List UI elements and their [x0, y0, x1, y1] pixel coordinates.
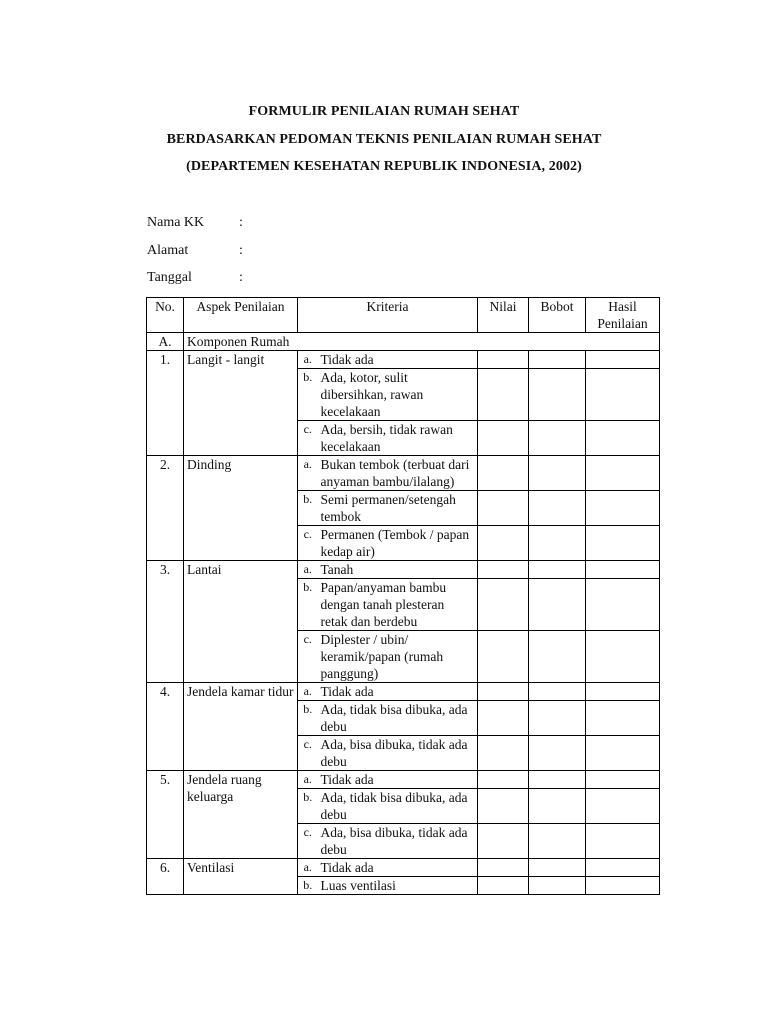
nilai-cell[interactable]	[478, 561, 529, 579]
hasil-cell[interactable]	[586, 421, 660, 456]
criteria-letter: b.	[298, 701, 318, 736]
header-kriteria: Kriteria	[298, 298, 478, 333]
criteria-text: Tidak ada	[318, 683, 478, 701]
section-row	[147, 333, 660, 351]
criteria-row	[147, 683, 660, 701]
hasil-cell[interactable]	[586, 877, 660, 895]
item-number: 5.	[147, 771, 184, 859]
criteria-row	[147, 859, 660, 877]
criteria-letter: b.	[298, 877, 318, 895]
item-number: 1.	[147, 351, 184, 456]
criteria-text: Luas ventilasi	[318, 877, 478, 895]
field-tanggal	[147, 270, 243, 286]
item-aspek: Ventilasi	[184, 859, 298, 895]
field-label: Tanggal	[147, 270, 192, 285]
nilai-cell[interactable]	[478, 579, 529, 631]
hasil-cell[interactable]	[586, 579, 660, 631]
item-aspek: Jendela kamar tidur	[184, 683, 298, 771]
nilai-cell[interactable]	[478, 771, 529, 789]
criteria-row	[147, 771, 660, 789]
hasil-cell[interactable]	[586, 351, 660, 369]
nilai-cell[interactable]	[478, 526, 529, 561]
criteria-letter: a.	[298, 771, 318, 789]
criteria-text: Tidak ada	[318, 351, 478, 369]
bobot-cell[interactable]	[529, 683, 586, 701]
bobot-cell[interactable]	[529, 701, 586, 736]
criteria-letter: b.	[298, 491, 318, 526]
form-subtitle: BERDASARKAN PEDOMAN TEKNIS PENILAIAN RUMAH SEHAT	[166, 132, 602, 147]
criteria-letter: c.	[298, 824, 318, 859]
criteria-text: Tidak ada	[318, 771, 478, 789]
field-label: Nama KK	[147, 215, 205, 230]
nilai-cell[interactable]	[478, 351, 529, 369]
item-number: 2.	[147, 456, 184, 561]
field-colon: :	[239, 243, 243, 258]
criteria-letter: b.	[298, 579, 318, 631]
criteria-text: Tanah	[318, 561, 478, 579]
criteria-text: Diplester / ubin/ keramik/papan (rumah panggung)	[318, 631, 478, 683]
section-label: Komponen Rumah	[184, 333, 660, 351]
nilai-cell[interactable]	[478, 631, 529, 683]
criteria-text: Ada, bersih, tidak rawan kecelakaan	[318, 421, 478, 456]
hasil-cell[interactable]	[586, 561, 660, 579]
criteria-letter: a.	[298, 561, 318, 579]
criteria-letter: b.	[298, 789, 318, 824]
bobot-cell[interactable]	[529, 561, 586, 579]
criteria-text: Ada, tidak bisa dibuka, ada debu	[318, 789, 478, 824]
nilai-cell[interactable]	[478, 877, 529, 895]
criteria-letter: c.	[298, 526, 318, 561]
field-colon: :	[239, 270, 243, 285]
criteria-letter: c.	[298, 421, 318, 456]
criteria-text: Tidak ada	[318, 859, 478, 877]
hasil-cell[interactable]	[586, 789, 660, 824]
bobot-cell[interactable]	[529, 877, 586, 895]
item-aspek: Langit - langit	[184, 351, 298, 456]
nilai-cell[interactable]	[478, 491, 529, 526]
assessment-table	[146, 297, 660, 895]
criteria-text: Bukan tembok (terbuat dari anyaman bambu/ilalang)	[318, 456, 478, 491]
header-nilai: Nilai	[478, 298, 529, 333]
criteria-text: Ada, bisa dibuka, tidak ada debu	[318, 736, 478, 771]
header-hasil: Hasil Penilaian	[586, 298, 660, 333]
nilai-cell[interactable]	[478, 736, 529, 771]
criteria-letter: a.	[298, 456, 318, 491]
bobot-cell[interactable]	[529, 456, 586, 491]
hasil-cell[interactable]	[586, 683, 660, 701]
nilai-cell[interactable]	[478, 456, 529, 491]
item-aspek: Lantai	[184, 561, 298, 683]
bobot-cell[interactable]	[529, 631, 586, 683]
bobot-cell[interactable]	[529, 491, 586, 526]
criteria-row	[147, 456, 660, 491]
bobot-cell[interactable]	[529, 824, 586, 859]
nilai-cell[interactable]	[478, 859, 529, 877]
field-nama-kk	[147, 215, 243, 231]
bobot-cell[interactable]	[529, 369, 586, 421]
bobot-cell[interactable]	[529, 421, 586, 456]
criteria-letter: c.	[298, 736, 318, 771]
item-number: 3.	[147, 561, 184, 683]
hasil-cell[interactable]	[586, 771, 660, 789]
header-bobot: Bobot	[529, 298, 586, 333]
item-number: 4.	[147, 683, 184, 771]
field-alamat	[147, 243, 243, 259]
form-source: (DEPARTEMEN KESEHATAN REPUBLIK INDONESIA, 2002)	[186, 159, 582, 174]
criteria-letter: a.	[298, 859, 318, 877]
bobot-cell[interactable]	[529, 789, 586, 824]
item-aspek: Jendela ruang keluarga	[184, 771, 298, 859]
criteria-letter: b.	[298, 369, 318, 421]
bobot-cell[interactable]	[529, 579, 586, 631]
hasil-cell[interactable]	[586, 526, 660, 561]
header-no: No.	[147, 298, 184, 333]
field-colon: :	[239, 215, 243, 230]
hasil-cell[interactable]	[586, 631, 660, 683]
bobot-cell[interactable]	[529, 526, 586, 561]
criteria-letter: a.	[298, 351, 318, 369]
criteria-row	[147, 561, 660, 579]
nilai-cell[interactable]	[478, 789, 529, 824]
hasil-cell[interactable]	[586, 824, 660, 859]
nilai-cell[interactable]	[478, 824, 529, 859]
nilai-cell[interactable]	[478, 369, 529, 421]
hasil-cell[interactable]	[586, 456, 660, 491]
nilai-cell[interactable]	[478, 701, 529, 736]
header-aspek: Aspek Penilaian	[184, 298, 298, 333]
bobot-cell[interactable]	[529, 771, 586, 789]
criteria-row	[147, 351, 660, 369]
form-title: FORMULIR PENILAIAN RUMAH SEHAT	[248, 104, 520, 119]
criteria-text: Semi permanen/setengah tembok	[318, 491, 478, 526]
hasil-cell[interactable]	[586, 369, 660, 421]
bobot-cell[interactable]	[529, 736, 586, 771]
bobot-cell[interactable]	[529, 351, 586, 369]
item-number: 6.	[147, 859, 184, 895]
hasil-cell[interactable]	[586, 701, 660, 736]
criteria-text: Ada, tidak bisa dibuka, ada debu	[318, 701, 478, 736]
section-letter: A.	[147, 333, 184, 351]
hasil-cell[interactable]	[586, 736, 660, 771]
nilai-cell[interactable]	[478, 421, 529, 456]
item-aspek: Dinding	[184, 456, 298, 561]
criteria-text: Permanen (Tembok / papan kedap air)	[318, 526, 478, 561]
criteria-text: Ada, kotor, sulit dibersihkan, rawan kecelakaan	[318, 369, 478, 421]
header-row	[147, 298, 660, 333]
bobot-cell[interactable]	[529, 859, 586, 877]
criteria-letter: a.	[298, 683, 318, 701]
field-label: Alamat	[147, 243, 189, 258]
hasil-cell[interactable]	[586, 859, 660, 877]
criteria-letter: c.	[298, 631, 318, 683]
criteria-text: Ada, bisa dibuka, tidak ada debu	[318, 824, 478, 859]
hasil-cell[interactable]	[586, 491, 660, 526]
nilai-cell[interactable]	[478, 683, 529, 701]
criteria-text: Papan/anyaman bambu dengan tanah plesteran retak dan berdebu	[318, 579, 478, 631]
